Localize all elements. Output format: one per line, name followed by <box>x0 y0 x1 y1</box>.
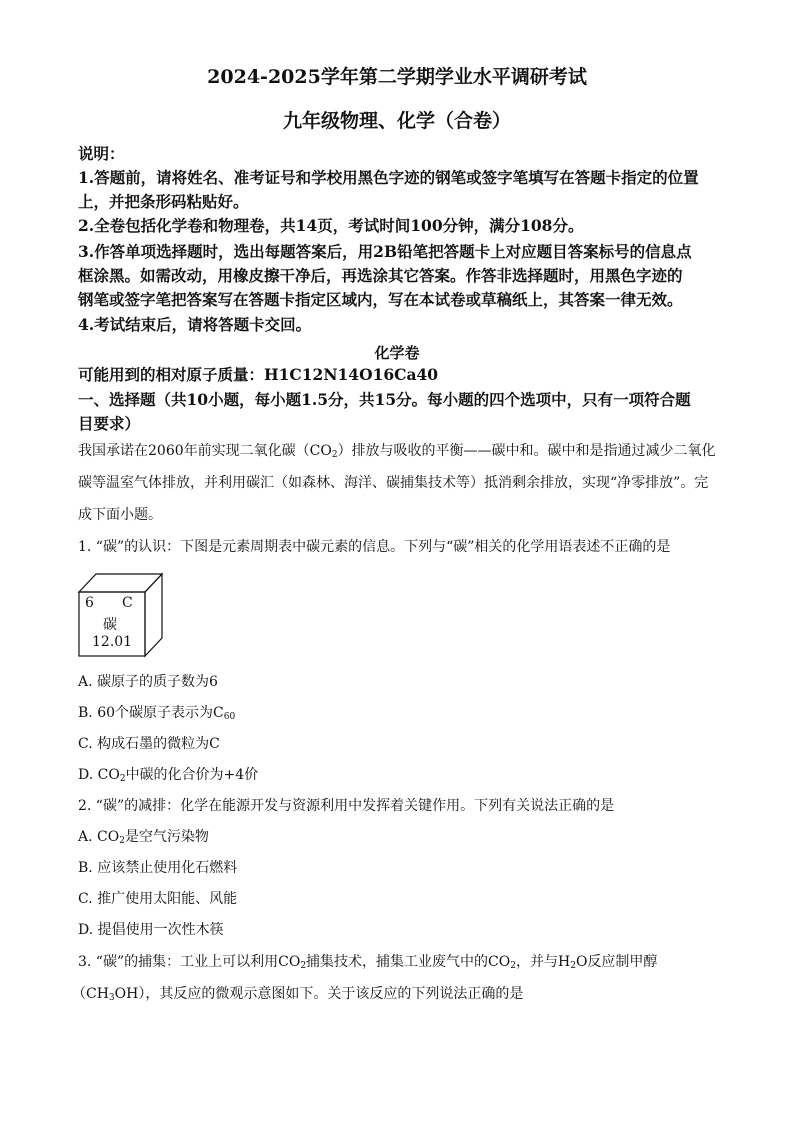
intro-line-1: 我国承诺在2060年前实现二氧化碳$(CO_2)$排放与吸收的平衡——碳中和。碳中和是指通过减少二氧化 <box>78 443 716 460</box>
exam-title: 2024-2025学年第二学期学业水平调研考试 <box>207 66 587 88</box>
carbon-element-card <box>72 570 164 660</box>
question-3-stem-line-2: $(CH_3OH)$，其反应的微观示意图如下。关于该反应的下列说法正确的是 <box>72 986 524 1003</box>
exam-subtitle: 九年级物理、化学（合卷） <box>282 110 511 132</box>
intro-line-2: 碳等温室气体排放，并利用碳汇（如森林、海洋、碳捕集技术等）抵消剩余排放，实现“净零排放”。完 <box>78 475 709 491</box>
instruction-1: 1.答题前，请将姓名、准考证号和学校用黑色字迹的钢笔或签字笔填写在答题卡指定的位置 <box>78 168 699 187</box>
instruction-3-cont2: 钢笔或签字笔把答案写在答题卡指定区域内，写在本试卷或草稿纸上，其答案一律无效。 <box>78 290 683 309</box>
instruction-3-cont1: 框涂黑。如需改动，用橡皮擦干净后，再选涂其它答案。作答非选择题时，用黑色字迹的 <box>78 266 683 285</box>
part1-heading-cont: 目要求） <box>78 414 141 433</box>
element-atomic-number: 6 <box>85 595 94 611</box>
element-name: 碳 <box>103 617 117 633</box>
intro-line-3: 成下面小题。 <box>78 507 162 523</box>
q2-option-a: A. $CO_2$是空气污染物 <box>78 829 209 846</box>
element-atomic-mass: 12.01 <box>92 634 133 650</box>
instruction-1-cont: 上，并把条形码粘贴好。 <box>78 192 249 211</box>
instruction-3: 3.作答单项选择题时，选出每题答案后，用2B铅笔把答题卡上对应题目答案标号的信息点 <box>78 242 692 261</box>
q1-option-c: C. 构成石墨的微粒为C <box>78 736 220 752</box>
atomic-masses: 可能用到的相对原子质量：H1C12N14O16Ca40 <box>78 365 439 384</box>
q1-option-d: D. $CO_2$中碳的化合价为+4价 <box>78 767 259 784</box>
question-3-stem-line-1: 3. “碳”的捕集：工业上可以利用$CO_2$捕集技术，捕集工业废气中的$CO_2$，并与$H_2O$反应制甲醇 <box>78 954 658 971</box>
q1-option-b: B. 60个碳原子表示为$C_{60}$ <box>78 705 236 722</box>
q2-option-b: B. 应该禁止使用化石燃料 <box>78 860 238 876</box>
q1-option-a: A. 碳原子的质子数为6 <box>78 674 218 690</box>
question-1-stem: 1. “碳”的认识：下图是元素周期表中碳元素的信息。下列与“碳”相关的化学用语表述不正确的是 <box>78 539 671 555</box>
element-symbol: C <box>122 595 133 611</box>
question-2-stem: 2. “碳”的减排：化学在能源开发与资源利用中发挥着关键作用。下列有关说法正确的是 <box>78 798 615 814</box>
part1-heading: 一、选择题（共10小题，每小题1.5分，共15分。每小题的四个选项中，只有一项符合题 <box>78 390 691 409</box>
instructions-label: 说明： <box>78 144 125 163</box>
instruction-2: 2.全卷包括化学卷和物理卷，共14页，考试时间100分钟，满分108分。 <box>78 216 584 235</box>
q2-option-d: D. 提倡使用一次性木筷 <box>78 922 224 938</box>
instruction-4: 4.考试结束后，请将答题卡交回。 <box>78 315 312 334</box>
chemistry-section-title: 化学卷 <box>374 344 420 362</box>
q2-option-c: C. 推广使用太阳能、风能 <box>78 891 238 907</box>
